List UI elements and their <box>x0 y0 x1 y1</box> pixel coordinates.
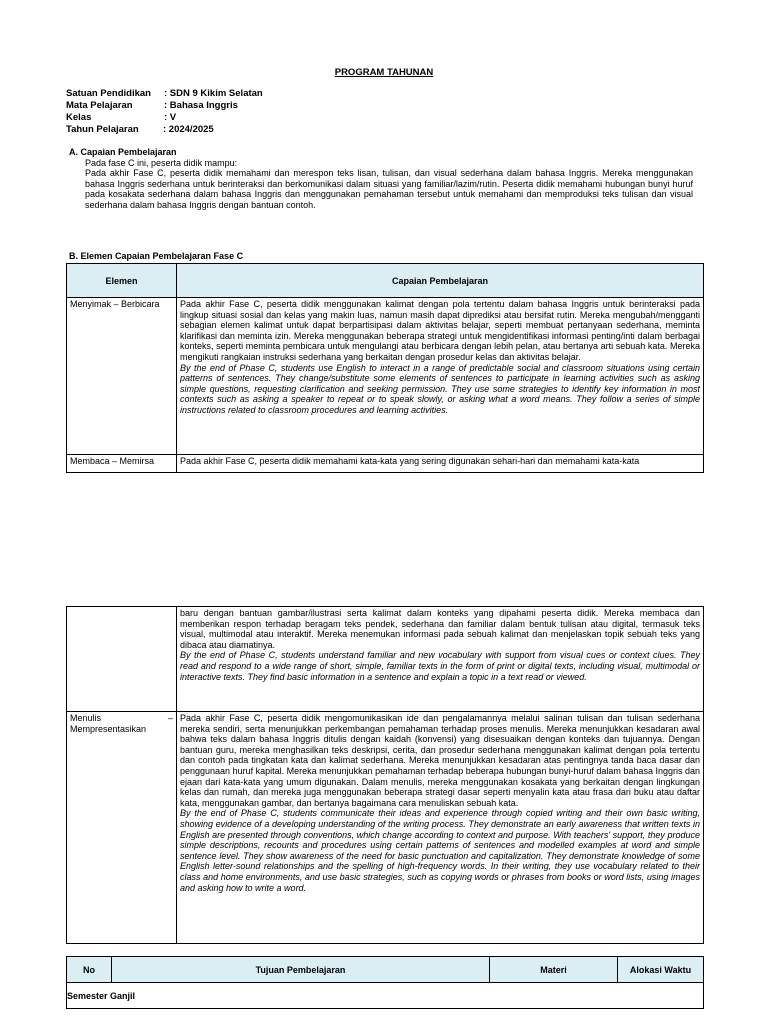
capaian-cell <box>177 298 704 455</box>
section-a-intro: Pada fase C ini, peserta didik mampu: <box>85 157 238 168</box>
meta-key: Mata Pelajaran <box>66 100 133 111</box>
elemen-cell: Membaca – Memirsa <box>67 455 177 473</box>
capaian-table <box>66 263 704 473</box>
capaian-id-text: Pada akhir Fase C, peserta didik mengomunikasikan ide dan pengalamannya melalui salinan tulisan dan tulisan sederhana mereka sendiri, serta menunjukkan perkembangan pemahaman terhadap proses menulis. Mereka menunjukkan kesadaran awal bahwa teks dalam bahasa Inggris ditulis dengan kaidah (konvensi) yang disesuaikan dengan konteks dan tujuannya. Dengan bantuan guru, mereka menghasilkan teks deskripsi, cerita, dan prosedur sederhana menggunakan kalimat dengan pola tertentu dan contoh pada tingkatan kata dan kalimat sederhana. Mereka menunjukkan kesadaran atas pentingnya tanda baca dasar dan penggunaan huruf kapital. Mereka menunjukkan pemahaman terhadap beberapa hubungan bunyi-huruf dalam bahasa Inggris dan ejaan dari kata-kata yang umum digunakan. Dalam menulis, mereka menggunakan kosakata yang berkaitan dengan lingkungan kelas dan rumah, dan mereka juga menggunakan beberapa strategi dasar seperti menyalin kata atau frasa dari buku atau daftar kata, menggunakan gambar, dan bertanya bagaimana cara menuliskan sebuah kata. <box>180 713 700 808</box>
capaian-table-continued <box>66 606 704 944</box>
column-header-elemen: Elemen <box>67 264 177 298</box>
elemen-cell: Menyimak – Berbicara <box>67 298 177 455</box>
tujuan-table <box>66 956 704 1009</box>
meta-value: : Bahasa Inggris <box>164 100 238 111</box>
meta-row <box>66 124 263 136</box>
column-header-tujuan: Tujuan Pembelajaran <box>112 957 490 983</box>
elemen-cell <box>67 712 177 944</box>
capaian-en-text: By the end of Phase C, students communicate their ideas and experience through copied writing and their own basic writing, showing evidence of a developing understanding of the writing process. They demonstrate an early awareness that written texts in English are presented through conventions, which change according to context and purpose. With teachers' support, they produce simple descriptions, recounts and procedures using certain patterns of sentences and modelled examples at word and simple sentence level. They show awareness of the need for basic punctuation and capitalization. They demonstrate knowledge of some English letter-sound relationships and the spelling of high-frequency words. In their writing, they use vocabulary related to their class and home environments, and use basic strategies, such as copying words or phrases from books or word lists, using images and asking how to write a word. <box>180 808 700 893</box>
elemen-name-dash: – <box>167 713 173 723</box>
column-header-materi: Materi <box>490 957 618 983</box>
semester-label: Semester Ganjil <box>67 983 704 1009</box>
capaian-en-text: By the end of Phase C, students use English to interact in a range of predictable social and classroom situations using certain patterns of sentences. They change/substitute some elements of sentences to participate in learning activities such as asking simple questions, requesting clarification and seeking permission. They use some strategies to identify key information in most contexts such as asking a speaker to repeat or to speak slowly, or asking what a word means. They follow a series of simple instructions related to classroom procedures and learning activities. <box>180 362 700 415</box>
capaian-cell <box>177 712 704 944</box>
meta-key: Kelas <box>66 112 92 123</box>
section-a <box>69 147 693 211</box>
column-header-capaian: Capaian Pembelajaran <box>177 264 704 298</box>
meta-value: : V <box>164 112 177 123</box>
identity-block <box>66 88 263 136</box>
capaian-id-text: baru dengan bantuan gambar/ilustrasi serta kalimat dalam konteks yang dipahami peserta didik. Mereka membaca dan memberikan respon terhadap beragam teks pendek, sederhana dan familiar dalam bentuk tulisan atau digital, termasuk teks visual, multimodal atau interaktif. Mereka menemukan informasi pada sebuah kalimat dan menjelaskan topik sebuah teks yang dibaca atau diamatinya. <box>180 608 700 650</box>
capaian-cell <box>177 607 704 712</box>
section-a-body: Pada akhir Fase C, peserta didik memahami dan merespon teks lisan, tulisan, dan visual sederhana dalam bahasa Inggris. Mereka menggunakan bahasa Inggris sederhana untuk berinteraksi dan berkomunikasi dalam situasi yang familiar/lazim/rutin. Peserta didik memahami hubungan bunyi huruf pada kosakata sederhana dalam bahasa Inggris dan menggunakan pemahaman tersebut untuk memahami dan memproduksi teks tulisan dan visual sederhana dalam bahasa Inggris dengan bantuan contoh. <box>85 168 693 210</box>
capaian-cell: Pada akhir Fase C, peserta didik memahami kata-kata yang sering digunakan sehari-hari dan memahami kata-kata <box>177 455 704 473</box>
meta-key: Tahun Pelajaran <box>66 124 139 135</box>
meta-value: : 2024/2025 <box>163 124 214 135</box>
elemen-cell-empty <box>67 607 177 712</box>
elemen-name-part: Menulis <box>70 713 102 723</box>
section-b-heading: B. Elemen Capaian Pembelajaran Fase C <box>69 251 244 261</box>
meta-row <box>66 112 263 124</box>
meta-key: Satuan Pendidikan <box>66 88 151 99</box>
section-a-heading: A. Capaian Pembelajaran <box>69 147 177 157</box>
column-header-no: No <box>67 957 112 983</box>
elemen-name <box>70 713 173 724</box>
column-header-alokasi: Alokasi Waktu <box>618 957 704 983</box>
capaian-id-text: Pada akhir Fase C, peserta didik menggunakan kalimat dengan pola tertentu dalam bahasa Inggris untuk berinteraksi pada lingkup situasi sosial dan kelas yang makin luas, namun masih dapat diprediksi atau bersifat rutin. Mereka mengubah/mengganti sebagian elemen kalimat untuk dapat berpartisipasi dalam aktivitas belajar, seperti membuat pertanyaan sederhana, meminta klarifikasi dan meminta izin. Mereka menggunakan beberapa strategi untuk mengidentifikasi informasi penting/inti dalam berbagai konteks, seperti meminta pembicara untuk mengulangi atau berbicara dengan lebih pelan, atau bertanya arti sebuah kata. Mereka mengikuti rangkaian instruksi sederhana yang berkaitan dengan prosedur kelas dan aktivitas belajar. <box>180 299 700 362</box>
meta-value: : SDN 9 Kikim Selatan <box>164 88 263 99</box>
page-title: PROGRAM TAHUNAN <box>334 67 434 78</box>
meta-row <box>66 100 263 112</box>
capaian-en-text: By the end of Phase C, students understand familiar and new vocabulary with support from visual cues or context clues. They read and respond to a wide range of short, simple, familiar texts in the form of print or digital texts, including visual, multimodal or interactive texts. They find basic information in a sentence and explain a topic in a text read or viewed. <box>180 650 700 682</box>
meta-row <box>66 88 263 100</box>
elemen-name-part: Mempresentasikan <box>70 724 147 734</box>
